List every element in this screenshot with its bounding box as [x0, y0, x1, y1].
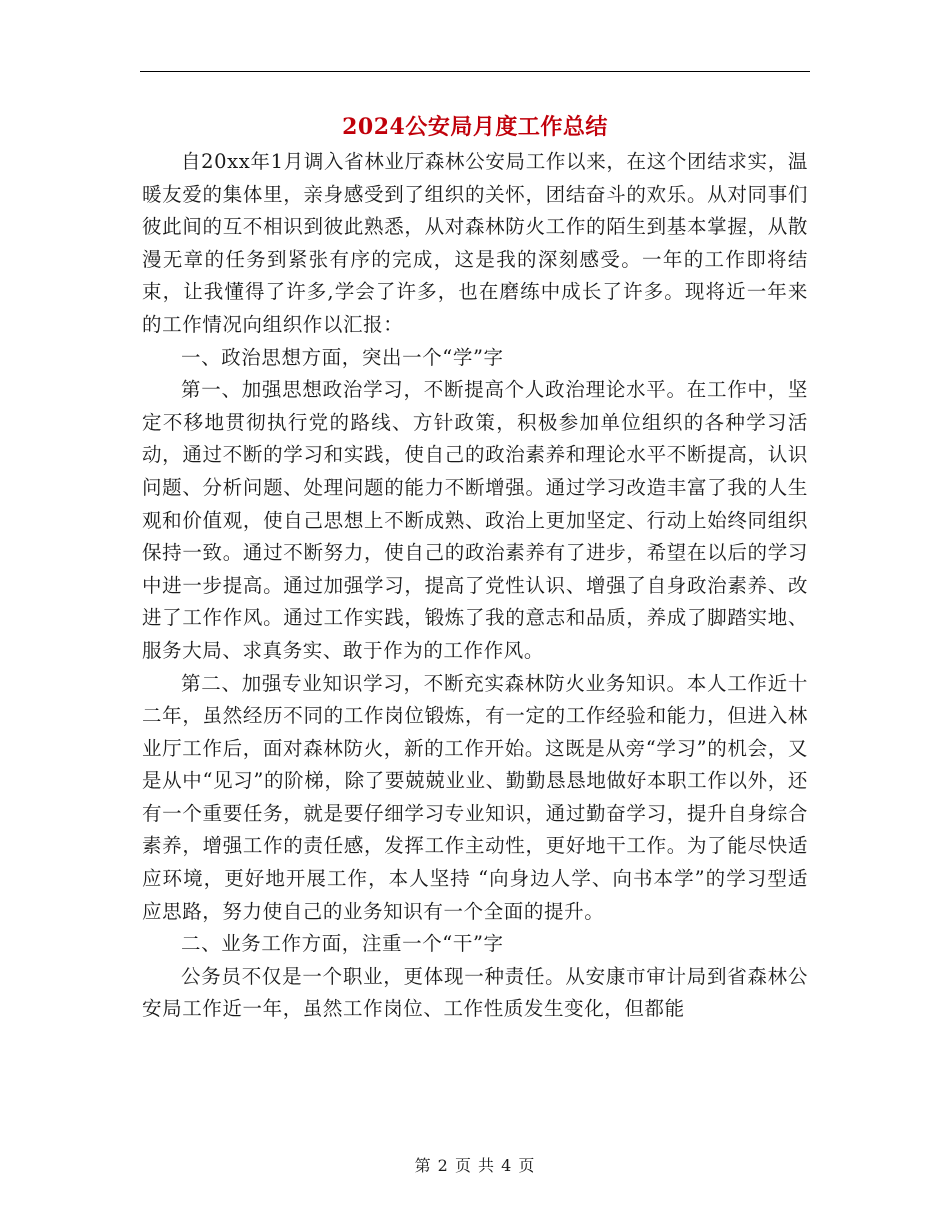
header-rule: [140, 71, 810, 72]
paragraph-intro: 自20xx年1月调入省林业厅森林公安局工作以来，在这个团结求实，温暖友爱的集体里，亲身感受到了组织的关怀，团结奋斗的欢乐。从对同事们彼此间的互不相识到彼此熟悉，从对森林防火工作的陌生到基本掌握，从散漫无章的任务到紧张有序的完成，这是我的深刻感受。一年的工作即将结束，让我懂得了许多,学会了许多，也在磨练中成长了许多。现将近一年来的工作情况向组织作以汇报：: [142, 150, 808, 336]
paragraph-professional-study: 第二、加强专业知识学习，不断充实森林防火业务知识。本人工作近十二年，虽然经历不同的工作岗位锻炼，有一定的工作经验和能力，但进入林业厅工作后，面对森林防火，新的工作开始。这既是从旁“学习”的机会，又是从中“见习”的阶梯，除了要兢兢业业、勤勤恳恳地做好本职工作以外，还有一个重要任务，就是要仔细学习专业知识，通过勤奋学习，提升自身综合素养，增强工作的责任感，发挥工作主动性，更好地干工作。为了能尽快适应环境，更好地开展工作，本人坚持 “向身边人学、向书本学”的学习型适应思路，努力使自己的业务知识有一个全面的提升。: [142, 671, 808, 923]
document-body: [142, 146, 808, 1026]
paragraph-political-study: 第一、加强思想政治学习，不断提高个人政治理论水平。在工作中，坚定不移地贯彻执行党的路线、方针政策，积极参加单位组织的各种学习活动，通过不断的学习和实践，使自己的政治素养和理论水平不断提高，认识问题、分析问题、处理问题的能力不断增强。通过学习改造丰富了我的人生观和价值观，使自己思想上不断成熟、政治上更加坚定、行动上始终同组织保持一致。通过不断努力，使自己的政治素养有了进步，希望在以后的学习中进一步提高。通过加强学习，提高了党性认识、增强了自身政治素养、改进了工作作风。通过工作实践，锻炼了我的意志和品质，养成了脚踏实地、服务大局、求真务实、敢于作为的工作作风。: [142, 378, 808, 662]
document-title: 2024公安局月度工作总结: [342, 114, 608, 140]
page-footer: 第 2 页 共 4 页: [414, 1156, 536, 1175]
section-heading-work: 二、业务工作方面，注重一个“干”字: [181, 932, 504, 956]
paragraph-civil-servant: 公务员不仅是一个职业，更体现一种责任。从安康市审计局到省森林公安局工作近一年，虽然工作岗位、工作性质发生变化，但都能: [142, 964, 808, 1021]
section-heading-politics: 一、政治思想方面，突出一个“学”字: [181, 345, 504, 369]
